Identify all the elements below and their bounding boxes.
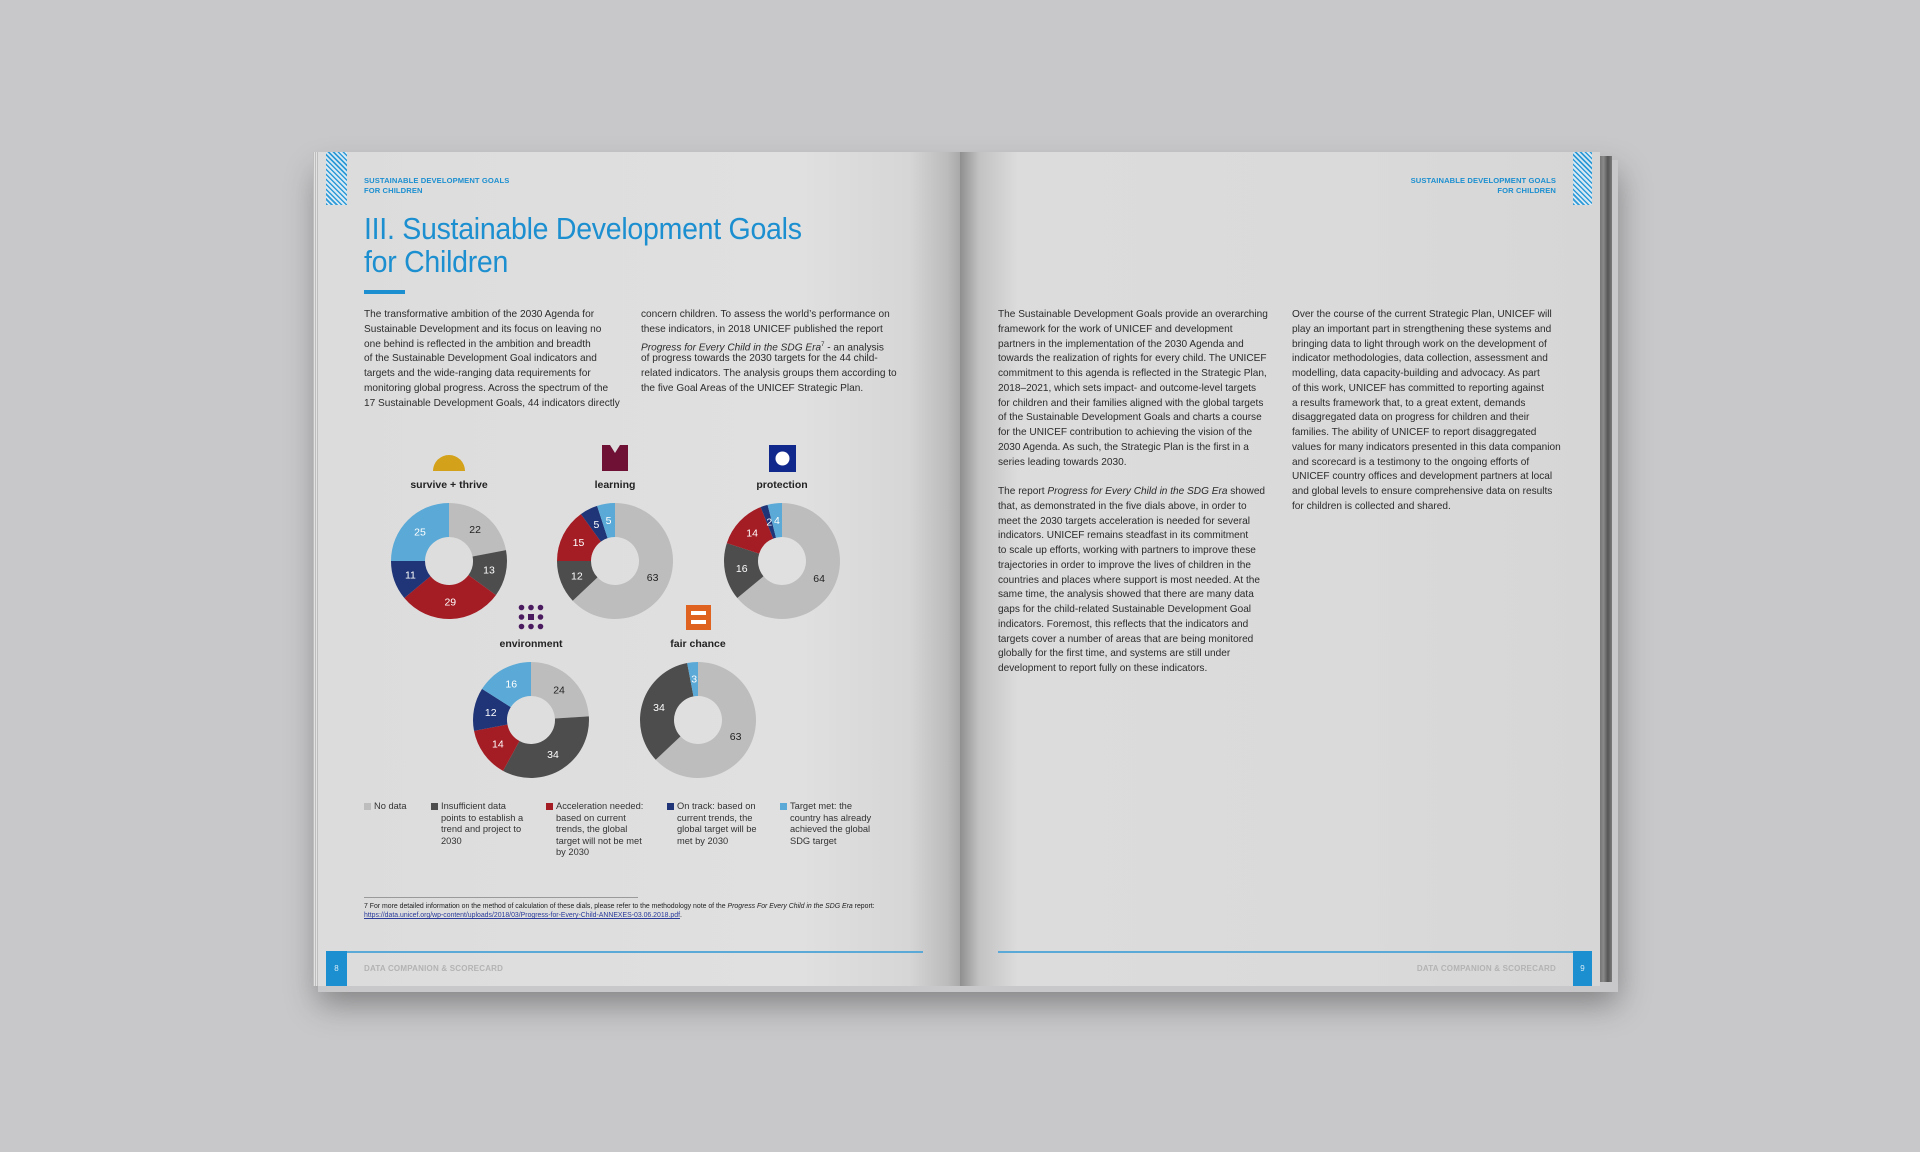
text-segment: The report: [998, 486, 1048, 497]
donut-value-label: 12: [484, 706, 497, 719]
footnote-report-title: Progress For Every Child in the SDG Era: [727, 903, 853, 910]
book-icon: [602, 445, 628, 471]
text-line: Over the course of the current Strategic Plan, UNICEF will: [1292, 309, 1552, 320]
text-line: 2030 Agenda. As such, the Strategic Plan is the first in a: [998, 441, 1249, 453]
donut-learning: [557, 479, 673, 619]
donut-value-label: 63: [729, 730, 742, 743]
donut-value-label: 14: [491, 738, 504, 751]
intro-column-1: [364, 308, 620, 411]
legend-label: 2030: [441, 835, 462, 846]
legend-label: met by 2030: [677, 835, 729, 846]
legend-label: On track: based on: [677, 801, 756, 811]
text-line: 2018–2021, which sets impact- and outcome-level targets: [998, 382, 1257, 394]
half-circle-icon: [433, 455, 465, 471]
text-line: of this work, UNICEF has committed to reporting against: [1292, 382, 1544, 394]
donut-value-label: 24: [553, 684, 565, 697]
text-line: for children is collected and shared.: [1292, 500, 1451, 512]
donut-fair-chance: [640, 638, 756, 778]
dots-grid-icon: [519, 605, 544, 630]
donut-value-label: 16: [735, 563, 748, 576]
text-line: series leading towards 2030.: [998, 456, 1127, 468]
text-line: development to report fully on these indicators.: [998, 663, 1208, 674]
donut-value-label: 11: [404, 569, 416, 582]
text-line: globally for the first time, and systems are still under: [998, 648, 1231, 660]
legend-label: Target met: the: [790, 801, 853, 811]
donut-title: environment: [499, 638, 563, 650]
donut-value-label: 29: [444, 596, 457, 609]
text-line: for the UNICEF contribution to achieving the vision of the: [998, 427, 1253, 438]
report-title: Progress for Every Child in the SDG Era: [641, 341, 822, 353]
donut-value-label: 13: [483, 564, 495, 577]
text-line: to scale up efforts, working with partners to improve these: [998, 545, 1256, 556]
text-line: partners in the implementation of the 2030 Agenda and: [998, 338, 1244, 350]
donut-value-label: 5: [605, 515, 612, 528]
text-line: one behind is reflected in the ambition and breadth: [364, 338, 591, 350]
text-segment: 7: [821, 341, 825, 348]
text-line: targets and the wide-ranging data requirements for: [364, 368, 591, 379]
report-title: Progress for Every Child in the SDG Era: [1047, 486, 1228, 497]
equal-bars-icon: [686, 605, 711, 630]
donut-value-label: 22: [469, 523, 481, 536]
footnote-text: 7 For more detailed information on the method of calculation of these dials, please refer to the methodology note of the: [364, 903, 728, 910]
donut-charts: [330, 430, 890, 790]
donut-value-label: 63: [646, 571, 659, 584]
text-line: [641, 338, 897, 353]
donut-environment: [473, 638, 589, 778]
methodology-link[interactable]: https://data.unicef.org/wp-content/uploads/2018/03/Progress-for-Every-Child-ANNEXES-03.06.2018.pdf: [364, 912, 680, 919]
running-head-line: FOR CHILDREN: [364, 186, 423, 195]
text-line: of the Sustainable Development Goal indicators and: [364, 353, 597, 365]
text-line: these indicators, in 2018 UNICEF published the report: [641, 323, 883, 335]
text-line: of the Sustainable Development Goals and charts a course: [998, 412, 1262, 424]
donut-value-label: 34: [653, 701, 665, 714]
legend-label: points to establish a: [441, 812, 524, 823]
text-line: of progress towards the 2030 targets for the 44 child-: [641, 353, 878, 365]
text-line: same time, the analysis showed that there are many data: [998, 589, 1254, 601]
legend-label: trends, the global: [556, 824, 628, 834]
text-line: [998, 485, 1268, 500]
legend-swatch: [780, 803, 787, 810]
text-line: and global levels to ensure comprehensive data on results: [1292, 486, 1553, 497]
donut-title: fair chance: [670, 638, 726, 650]
footer-rule: [347, 951, 923, 953]
text-line: commitment to this agenda is reflected in the Strategic Plan,: [998, 368, 1267, 379]
legend-item: [546, 801, 643, 859]
donut-value-label: 4: [773, 514, 780, 527]
text-line: indicator methodologies, data collection, assessment and: [1292, 353, 1548, 365]
shield-circle-icon: [769, 445, 796, 472]
text-line: targets cover a number of areas that are being monitored: [998, 633, 1254, 645]
text-line: framework for the work of UNICEF and development: [998, 323, 1233, 335]
page-number: 9: [1573, 951, 1592, 986]
title-line: III. Sustainable Development Goals: [364, 211, 802, 246]
text-line: indicators. Foremost, this reflects that the indicators and: [998, 618, 1249, 630]
legend-label: Insufficient data: [441, 801, 506, 811]
page-number: 8: [326, 951, 347, 986]
legend-label: achieved the global: [790, 824, 871, 834]
legend-label: No data: [374, 801, 407, 811]
donut-title: survive + thrive: [410, 479, 488, 491]
legend-label: by 2030: [556, 847, 590, 857]
text-line: a results framework that, to a great extent, demands: [1292, 397, 1526, 409]
running-head-line: SUSTAINABLE DEVELOPMENT GOALS: [364, 176, 510, 185]
running-head: [1356, 176, 1556, 196]
hatch-tab: [326, 152, 347, 205]
legend-label: country has already: [790, 812, 872, 823]
text-line: play an important part in strengthening these systems and: [1292, 323, 1552, 335]
legend-item: [780, 801, 871, 847]
donut-value-label: 34: [547, 749, 559, 762]
legend-label: SDG target: [790, 835, 837, 846]
legend-item: [431, 801, 523, 847]
legend-label: current trends, the: [677, 812, 753, 823]
text-line: and scorecard is a testimony to the ongoing efforts of: [1292, 456, 1530, 468]
footnote-text-end: report:: [852, 903, 875, 910]
donut-title: learning: [594, 479, 636, 491]
title-line: for Children: [364, 244, 509, 279]
text-segment: showed: [1227, 486, 1266, 497]
text-line: UNICEF country offices and development partners at local: [1292, 471, 1553, 483]
footer-title: DATA COMPANION & SCORECARD: [1416, 964, 1556, 973]
donut-survive-thrive: [391, 479, 507, 619]
text-line: monitoring global progress. Across the spectrum of the: [364, 382, 609, 394]
running-head: [364, 176, 509, 196]
text-line: values for many indicators presented in this data companion: [1292, 441, 1561, 453]
text-line: meet the 2030 targets acceleration is needed for several: [998, 515, 1250, 527]
text-line: countries and places where support is most needed. At the: [998, 574, 1261, 586]
donut-value-label: 15: [572, 536, 585, 549]
text-line: towards the realization of rights for every child. The UNICEF: [998, 353, 1267, 365]
donut-value-label: 25: [414, 526, 426, 539]
footnote: [364, 902, 875, 920]
legend-item: [364, 801, 407, 813]
legend-label: target will not be met: [556, 835, 642, 846]
page-stack-edge: [1598, 156, 1612, 982]
legend-swatch: [364, 803, 371, 810]
text-line: the five Goal Areas of the UNICEF Strategic Plan.: [641, 382, 864, 394]
footer-title: DATA COMPANION & SCORECARD: [364, 964, 504, 973]
body-column-2: [1292, 308, 1561, 515]
text-line: concern children. To assess the world’s performance on: [641, 309, 890, 320]
text-line: bringing data to light through work on the development of: [1292, 338, 1547, 350]
footnote-period: .: [680, 912, 682, 919]
text-line: related indicators. The analysis groups them according to: [641, 368, 897, 379]
text-line: Sustainable Development and its focus on leaving no: [364, 323, 602, 335]
intro-column-2: [641, 308, 897, 397]
text-line: modelling, data capacity-building and advocacy. As part: [1292, 368, 1540, 379]
donut-protection: [724, 479, 840, 619]
text-line: The transformative ambition of the 2030 Agenda for: [364, 309, 595, 320]
page-title: [364, 212, 802, 278]
body-column-1: [998, 308, 1268, 677]
donut-value-label: 12: [571, 570, 583, 583]
footer-rule: [998, 951, 1573, 953]
text-line: families. The ability of UNICEF to report disaggregated: [1292, 427, 1537, 438]
running-head-line: SUSTAINABLE DEVELOPMENT GOALS: [1410, 176, 1556, 185]
donut-value-label: 64: [813, 572, 825, 585]
donut-value-label: 3: [691, 673, 698, 686]
donut-value-label: 16: [505, 678, 518, 691]
running-head-line: FOR CHILDREN: [1497, 186, 1556, 195]
donut-value-label: 5: [593, 518, 600, 531]
legend-label: Acceleration needed:: [556, 801, 644, 811]
legend-label: global target will be: [677, 824, 757, 834]
legend-item: [667, 801, 757, 847]
text-line: that, as demonstrated in the five dials above, in order to: [998, 500, 1247, 512]
text-line: 17 Sustainable Development Goals, 44 indicators directly: [364, 397, 620, 409]
donut-title: protection: [756, 479, 808, 491]
title-rule: [364, 290, 405, 294]
legend-swatch: [546, 803, 553, 810]
legend-swatch: [667, 803, 674, 810]
text-line: gaps for the child-related Sustainable Development Goal: [998, 604, 1252, 615]
text-segment: - an analysis: [824, 341, 884, 353]
text-line: indicators. UNICEF remains steadfast in its commitment: [998, 530, 1249, 542]
text-line: for children and their families aligned with the global targets: [998, 397, 1264, 409]
text-line: disaggregated data on progress for children and their: [1292, 412, 1530, 424]
legend-swatch: [431, 803, 438, 810]
donut-value-label: 2: [766, 516, 773, 529]
donut-value-label: 14: [746, 527, 758, 540]
legend-label: trend and project to: [441, 824, 522, 834]
hatch-tab: [1573, 152, 1592, 205]
legend-label: based on current: [556, 812, 626, 823]
footnote-divider: [364, 897, 638, 898]
text-line: trajectories in order to improve the lives of children in the: [998, 559, 1252, 571]
text-line: The Sustainable Development Goals provide an overarching: [998, 309, 1268, 320]
text-line: [998, 470, 1268, 485]
